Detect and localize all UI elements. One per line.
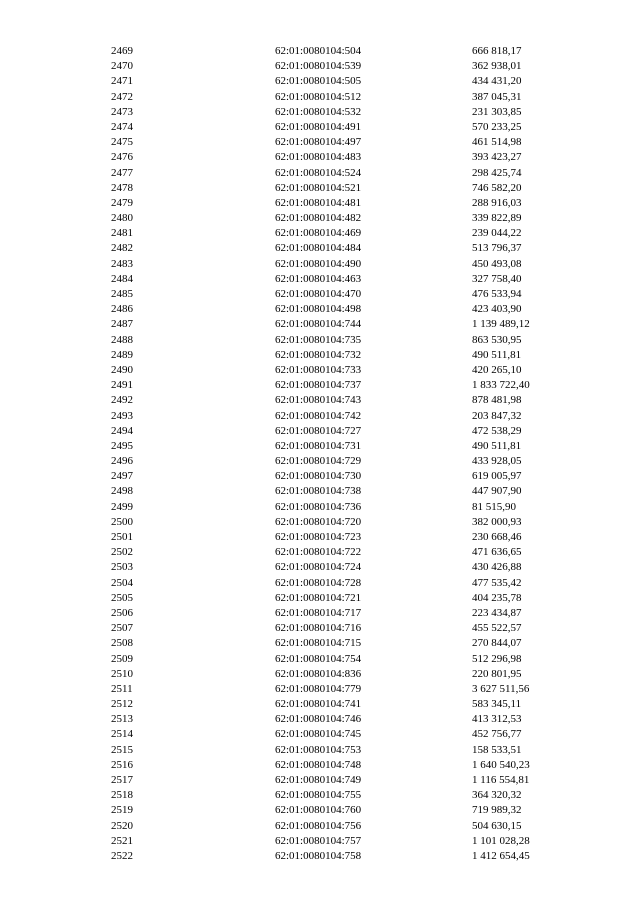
table-row (0, 120, 640, 135)
row-number: 2491 (111, 379, 133, 392)
cadastral-number: 62:01:0080104:753 (275, 743, 362, 756)
cadastral-value: 719 989,32 (472, 804, 522, 817)
cadastral-number: 62:01:0080104:532 (275, 105, 362, 118)
cadastral-value: 512 296,98 (472, 652, 522, 665)
row-number: 2520 (111, 819, 133, 832)
row-number: 2495 (111, 439, 133, 452)
cadastral-value: 364 320,32 (472, 789, 522, 802)
row-number: 2488 (111, 333, 133, 346)
row-number: 2480 (111, 212, 133, 225)
cadastral-number: 62:01:0080104:524 (275, 166, 362, 179)
table-row (0, 196, 640, 211)
cadastral-number: 62:01:0080104:741 (275, 698, 362, 711)
cadastral-number: 62:01:0080104:738 (275, 485, 362, 498)
cadastral-value: 220 801,95 (472, 667, 522, 680)
cadastral-number: 62:01:0080104:756 (275, 819, 362, 832)
row-number: 2512 (111, 698, 133, 711)
row-number: 2485 (111, 288, 133, 300)
table-row (0, 363, 640, 378)
cadastral-number: 62:01:0080104:481 (275, 196, 362, 209)
cadastral-number: 62:01:0080104:754 (275, 652, 362, 665)
row-number: 2490 (111, 363, 133, 376)
row-number: 2484 (111, 272, 133, 285)
row-number: 2481 (111, 227, 133, 240)
cadastral-number: 62:01:0080104:497 (275, 136, 362, 149)
table-row (0, 105, 640, 120)
table-row (0, 409, 640, 424)
cadastral-number: 62:01:0080104:736 (275, 500, 362, 513)
row-number: 2517 (111, 774, 133, 786)
row-number: 2479 (111, 196, 133, 209)
cadastral-value: 1 116 554,81 (472, 774, 530, 786)
cadastral-number: 62:01:0080104:463 (275, 272, 362, 285)
cadastral-value: 1 101 028,28 (472, 834, 530, 847)
cadastral-number: 62:01:0080104:758 (275, 849, 362, 862)
row-number: 2487 (111, 318, 133, 331)
cadastral-number: 62:01:0080104:737 (275, 379, 362, 392)
table-row (0, 484, 640, 499)
table-row (0, 849, 640, 864)
cadastral-value: 490 511,81 (472, 348, 522, 361)
cadastral-number: 62:01:0080104:521 (275, 181, 362, 194)
table-row (0, 652, 640, 667)
cadastral-value: 461 514,98 (472, 136, 522, 149)
cadastral-value: 420 265,10 (472, 363, 522, 376)
cadastral-number: 62:01:0080104:744 (275, 318, 362, 331)
table-row (0, 697, 640, 712)
table-row (0, 819, 640, 834)
table-row (0, 150, 640, 165)
row-number: 2499 (111, 500, 133, 513)
cadastral-value: 513 796,37 (472, 242, 522, 255)
table-row (0, 712, 640, 727)
table-row (0, 44, 640, 59)
row-number: 2497 (111, 470, 133, 483)
row-number: 2505 (111, 591, 133, 604)
cadastral-value: 339 822,89 (472, 212, 522, 225)
cadastral-value: 447 907,90 (472, 485, 522, 498)
cadastral-number: 62:01:0080104:484 (275, 242, 362, 255)
table-row (0, 211, 640, 226)
row-number: 2503 (111, 561, 133, 574)
row-number: 2515 (111, 743, 133, 756)
table-row (0, 317, 640, 332)
row-number: 2493 (111, 409, 133, 422)
cadastral-number: 62:01:0080104:729 (275, 455, 362, 468)
cadastral-number: 62:01:0080104:512 (275, 90, 362, 103)
row-number: 2474 (111, 120, 133, 133)
cadastral-value: 1 412 654,45 (472, 849, 530, 862)
cadastral-number: 62:01:0080104:491 (275, 120, 362, 133)
cadastral-number: 62:01:0080104:732 (275, 348, 362, 361)
table-row (0, 636, 640, 651)
cadastral-value: 1 139 489,12 (472, 318, 530, 331)
cadastral-number: 62:01:0080104:730 (275, 470, 362, 483)
cadastral-number: 62:01:0080104:483 (275, 151, 362, 164)
cadastral-value-table (0, 44, 640, 864)
cadastral-value: 746 582,20 (472, 181, 522, 194)
cadastral-number: 62:01:0080104:716 (275, 622, 362, 635)
row-number: 2489 (111, 348, 133, 361)
cadastral-value: 434 431,20 (472, 75, 522, 88)
row-number: 2498 (111, 485, 133, 498)
table-row (0, 424, 640, 439)
table-row (0, 272, 640, 287)
table-row (0, 393, 640, 408)
table-row (0, 226, 640, 241)
table-row (0, 682, 640, 697)
table-row (0, 348, 640, 363)
cadastral-number: 62:01:0080104:470 (275, 288, 362, 300)
cadastral-number: 62:01:0080104:760 (275, 804, 362, 817)
table-row (0, 500, 640, 515)
cadastral-number: 62:01:0080104:721 (275, 591, 362, 604)
cadastral-value: 327 758,40 (472, 272, 522, 285)
cadastral-value: 455 522,57 (472, 622, 522, 635)
row-number: 2501 (111, 531, 133, 543)
row-number: 2511 (111, 682, 133, 695)
cadastral-value: 387 045,31 (472, 90, 522, 103)
table-row (0, 439, 640, 454)
row-number: 2496 (111, 455, 133, 468)
row-number: 2507 (111, 622, 133, 635)
row-number: 2492 (111, 394, 133, 407)
cadastral-value: 158 533,51 (472, 743, 522, 756)
table-row (0, 576, 640, 591)
row-number: 2502 (111, 546, 133, 559)
cadastral-value: 423 403,90 (472, 303, 522, 316)
table-row (0, 591, 640, 606)
table-row (0, 773, 640, 788)
row-number: 2486 (111, 303, 133, 316)
cadastral-number: 62:01:0080104:779 (275, 682, 362, 695)
cadastral-number: 62:01:0080104:724 (275, 561, 362, 574)
cadastral-value: 433 928,05 (472, 455, 522, 468)
row-number: 2482 (111, 242, 133, 255)
table-row (0, 560, 640, 575)
cadastral-value: 452 756,77 (472, 728, 522, 741)
row-number: 2472 (111, 90, 133, 103)
cadastral-value: 393 423,27 (472, 151, 522, 164)
row-number: 2494 (111, 424, 133, 437)
cadastral-number: 62:01:0080104:743 (275, 394, 362, 407)
cadastral-number: 62:01:0080104:504 (275, 45, 362, 57)
cadastral-value: 413 312,53 (472, 713, 522, 726)
row-number: 2522 (111, 849, 133, 862)
cadastral-number: 62:01:0080104:715 (275, 637, 362, 650)
cadastral-number: 62:01:0080104:722 (275, 546, 362, 559)
cadastral-number: 62:01:0080104:757 (275, 834, 362, 847)
cadastral-value: 298 425,74 (472, 166, 522, 179)
cadastral-number: 62:01:0080104:723 (275, 531, 362, 543)
cadastral-value: 570 233,25 (472, 120, 522, 133)
row-number: 2519 (111, 804, 133, 817)
table-row (0, 166, 640, 181)
cadastral-value: 430 426,88 (472, 561, 522, 574)
cadastral-number: 62:01:0080104:731 (275, 439, 362, 452)
table-row (0, 90, 640, 105)
table-row (0, 74, 640, 89)
row-number: 2516 (111, 758, 133, 771)
row-number: 2510 (111, 667, 133, 680)
cadastral-value: 404 235,78 (472, 591, 522, 604)
row-number: 2477 (111, 166, 133, 179)
row-number: 2475 (111, 136, 133, 149)
cadastral-value: 382 000,93 (472, 515, 522, 528)
table-row (0, 515, 640, 530)
row-number: 2514 (111, 728, 133, 741)
cadastral-number: 62:01:0080104:505 (275, 75, 362, 88)
cadastral-value: 477 535,42 (472, 576, 522, 589)
cadastral-number: 62:01:0080104:717 (275, 606, 362, 619)
table-row (0, 302, 640, 317)
cadastral-number: 62:01:0080104:720 (275, 515, 362, 528)
cadastral-number: 62:01:0080104:749 (275, 774, 362, 786)
row-number: 2470 (111, 60, 133, 73)
row-number: 2476 (111, 151, 133, 164)
table-row (0, 241, 640, 256)
table-row (0, 469, 640, 484)
cadastral-value: 223 434,87 (472, 606, 522, 619)
cadastral-value: 270 844,07 (472, 637, 522, 650)
cadastral-value: 362 938,01 (472, 60, 522, 73)
table-row (0, 667, 640, 682)
cadastral-number: 62:01:0080104:539 (275, 60, 362, 73)
cadastral-value: 3 627 511,56 (472, 682, 530, 695)
table-row (0, 743, 640, 758)
table-row (0, 758, 640, 773)
cadastral-number: 62:01:0080104:490 (275, 257, 362, 270)
cadastral-value: 231 303,85 (472, 105, 522, 118)
cadastral-number: 62:01:0080104:755 (275, 789, 362, 802)
row-number: 2509 (111, 652, 133, 665)
cadastral-number: 62:01:0080104:728 (275, 576, 362, 589)
cadastral-value: 471 636,65 (472, 546, 522, 559)
cadastral-number: 62:01:0080104:745 (275, 728, 362, 741)
table-row (0, 454, 640, 469)
cadastral-value: 666 818,17 (472, 45, 522, 57)
cadastral-value: 583 345,11 (472, 698, 522, 711)
table-row (0, 803, 640, 818)
table-row (0, 287, 640, 302)
row-number: 2504 (111, 576, 133, 589)
row-number: 2508 (111, 637, 133, 650)
cadastral-number: 62:01:0080104:836 (275, 667, 362, 680)
table-row (0, 135, 640, 150)
cadastral-value: 1 833 722,40 (472, 379, 530, 392)
table-row (0, 727, 640, 742)
cadastral-value: 203 847,32 (472, 409, 522, 422)
row-number: 2500 (111, 515, 133, 528)
table-row (0, 59, 640, 74)
row-number: 2506 (111, 606, 133, 619)
table-row (0, 530, 640, 545)
row-number: 2513 (111, 713, 133, 726)
row-number: 2471 (111, 75, 133, 88)
table-row (0, 788, 640, 803)
cadastral-value: 450 493,08 (472, 257, 522, 270)
cadastral-number: 62:01:0080104:498 (275, 303, 362, 316)
cadastral-value: 230 668,46 (472, 531, 522, 543)
cadastral-number: 62:01:0080104:748 (275, 758, 362, 771)
cadastral-value: 878 481,98 (472, 394, 522, 407)
cadastral-number: 62:01:0080104:742 (275, 409, 362, 422)
cadastral-value: 490 511,81 (472, 439, 522, 452)
row-number: 2521 (111, 834, 133, 847)
cadastral-number: 62:01:0080104:469 (275, 227, 362, 240)
cadastral-number: 62:01:0080104:746 (275, 713, 362, 726)
cadastral-value: 619 005,97 (472, 470, 522, 483)
cadastral-number: 62:01:0080104:733 (275, 363, 362, 376)
table-row (0, 834, 640, 849)
row-number: 2518 (111, 789, 133, 802)
row-number: 2469 (111, 45, 133, 57)
table-row (0, 257, 640, 272)
row-number: 2473 (111, 105, 133, 118)
table-row (0, 606, 640, 621)
table-row (0, 378, 640, 393)
cadastral-value: 81 515,90 (472, 500, 516, 513)
cadastral-number: 62:01:0080104:735 (275, 333, 362, 346)
table-row (0, 333, 640, 348)
row-number: 2478 (111, 181, 133, 194)
cadastral-value: 504 630,15 (472, 819, 522, 832)
table-row (0, 181, 640, 196)
cadastral-number: 62:01:0080104:727 (275, 424, 362, 437)
cadastral-value: 288 916,03 (472, 196, 522, 209)
cadastral-value: 476 533,94 (472, 288, 522, 300)
cadastral-value: 1 640 540,23 (472, 758, 530, 771)
table-row (0, 621, 640, 636)
cadastral-value: 863 530,95 (472, 333, 522, 346)
row-number: 2483 (111, 257, 133, 270)
cadastral-value: 239 044,22 (472, 227, 522, 240)
table-row (0, 545, 640, 560)
cadastral-number: 62:01:0080104:482 (275, 212, 362, 225)
cadastral-value: 472 538,29 (472, 424, 522, 437)
